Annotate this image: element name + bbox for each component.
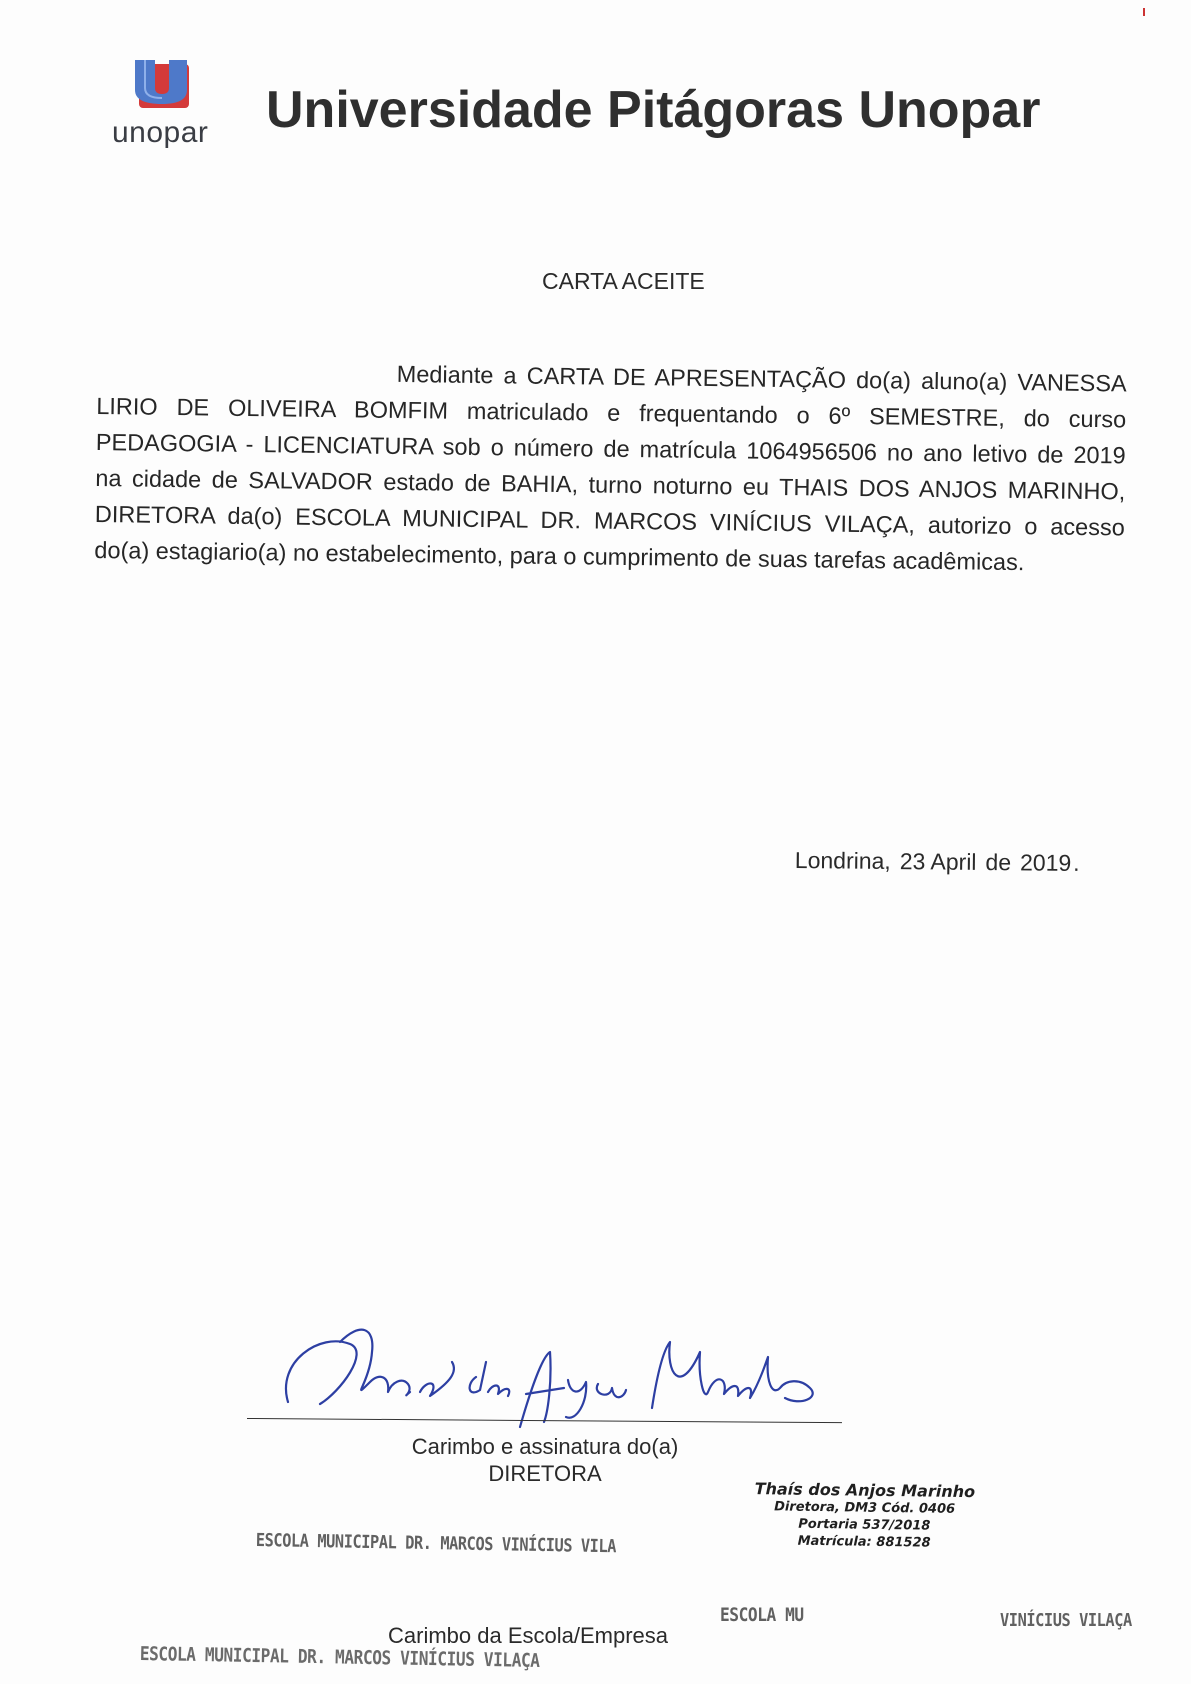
unopar-logo-icon xyxy=(133,58,191,115)
body-line: na cidade de SALVADOR estado de BAHIA, turno noturno eu THAIS DOS ANJOS MARINHO, xyxy=(95,464,1126,505)
body-line: do(a) estagiario(a) no estabelecimento, para o cumprimento de suas tarefas acadêmicas. xyxy=(94,536,1025,576)
document-title: CARTA ACEITE xyxy=(542,268,705,294)
place-date xyxy=(795,847,1089,877)
signature-caption-line2: DIRETORA xyxy=(488,1461,602,1486)
date-end: . xyxy=(1073,849,1080,876)
signature-caption-line1: Carimbo e assinatura do(a) xyxy=(411,1434,679,1459)
signature-caption xyxy=(400,1433,690,1487)
date-day-month: 23 April xyxy=(899,848,977,875)
director-stamp-portaria: Portaria 537/2018 xyxy=(798,1516,931,1534)
body-line: Mediante a CARTA DE APRESENTAÇÃO do(a) aluno(a) VANESSA xyxy=(396,360,1127,397)
director-stamp-name: Thaís dos Anjos Marinho xyxy=(754,1479,976,1502)
date-city: Londrina, xyxy=(794,847,891,875)
school-stamp: ESCOLA MUNICIPAL DR. MARCOS VINÍCIUS VILA xyxy=(255,1530,617,1558)
company-stamp-caption: Carimbo da Escola/Empresa xyxy=(388,1623,669,1648)
body-line: PEDAGOGIA - LICENCIATURA sob o número de matrícula 1064956506 no ano letivo de 2019 xyxy=(95,428,1126,469)
school-stamp: ESCOLA MU xyxy=(720,1604,804,1626)
letter-body xyxy=(94,352,1127,581)
director-stamp-matricula: Matrícula: 881528 xyxy=(797,1533,931,1551)
university-name: Universidade Pitágoras Unopar xyxy=(266,81,1041,139)
date-year: 2019 xyxy=(1019,849,1072,876)
body-line: LIRIO DE OLIVEIRA BOMFIM matriculado e frequentando o 6º SEMESTRE, do curso xyxy=(96,392,1127,433)
school-stamp: ESCOLA MUNICIPAL DR. MARCOS VINÍCIUS VILAÇA xyxy=(139,1643,540,1672)
director-stamp xyxy=(744,1479,985,1552)
date-de: de xyxy=(985,848,1012,876)
logo-text: unopar xyxy=(112,116,209,149)
scan-mark xyxy=(1143,8,1145,16)
director-stamp-role: Diretora, DM3 Cód. 0406 xyxy=(774,1499,956,1517)
school-stamp: VINÍCIUS VILAÇA xyxy=(1000,1610,1132,1631)
body-line: DIRETORA da(o) ESCOLA MUNICIPAL DR. MARCOS VINÍCIUS VILAÇA, autorizo o acesso xyxy=(94,500,1125,541)
